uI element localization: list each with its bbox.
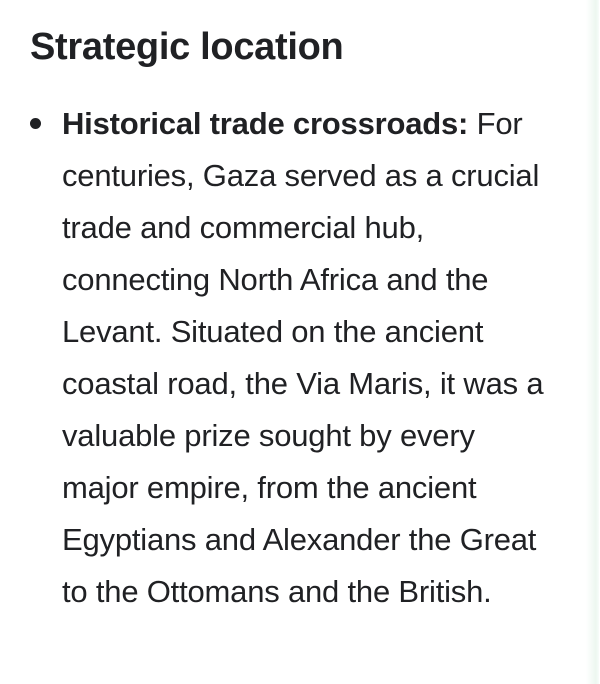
bullet-lead-text: Historical trade crossroads: [62,106,469,141]
bullet-list [30,98,572,618]
page-title: Strategic location [30,26,344,68]
list-item [30,98,572,618]
bullet-dot-icon [30,118,41,129]
card-edge-fade [586,0,599,684]
bullet-body-text: For centuries, Gaza served as a crucial trade and commercial hub, connecting North Africa and the Levant. Situated on the ancient coastal road, the Via Maris, it was a valuable prize sought by every major empire, from the ancient Egyptians and Alexander the Great to the Ottomans and the British. [62,106,544,609]
